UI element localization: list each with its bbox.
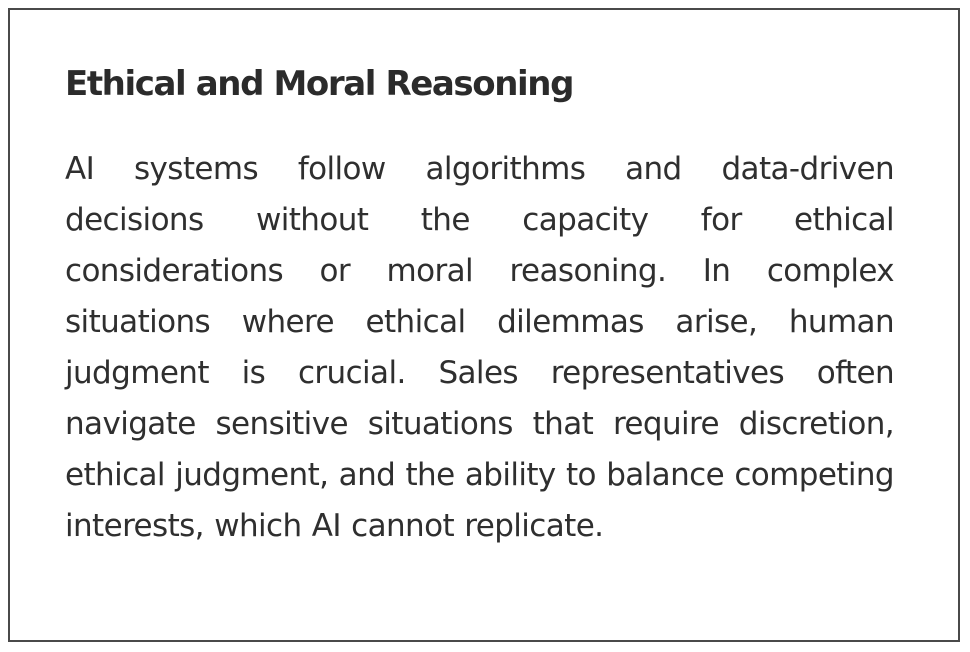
content-card (8, 8, 960, 642)
section-paragraph: AI systems follow algorithms and data-driven decisions without the capacity for ethical considerations or moral reasoning. In complex situations where ethical dilemmas arise, human judgment is crucial. Sales representatives often navigate sensitive situations that require discretion, ethical judgment, and the ability to balance competing interests, which AI cannot replicate. (65, 151, 894, 544)
section-heading: Ethical and Moral Reasoning (65, 64, 574, 104)
